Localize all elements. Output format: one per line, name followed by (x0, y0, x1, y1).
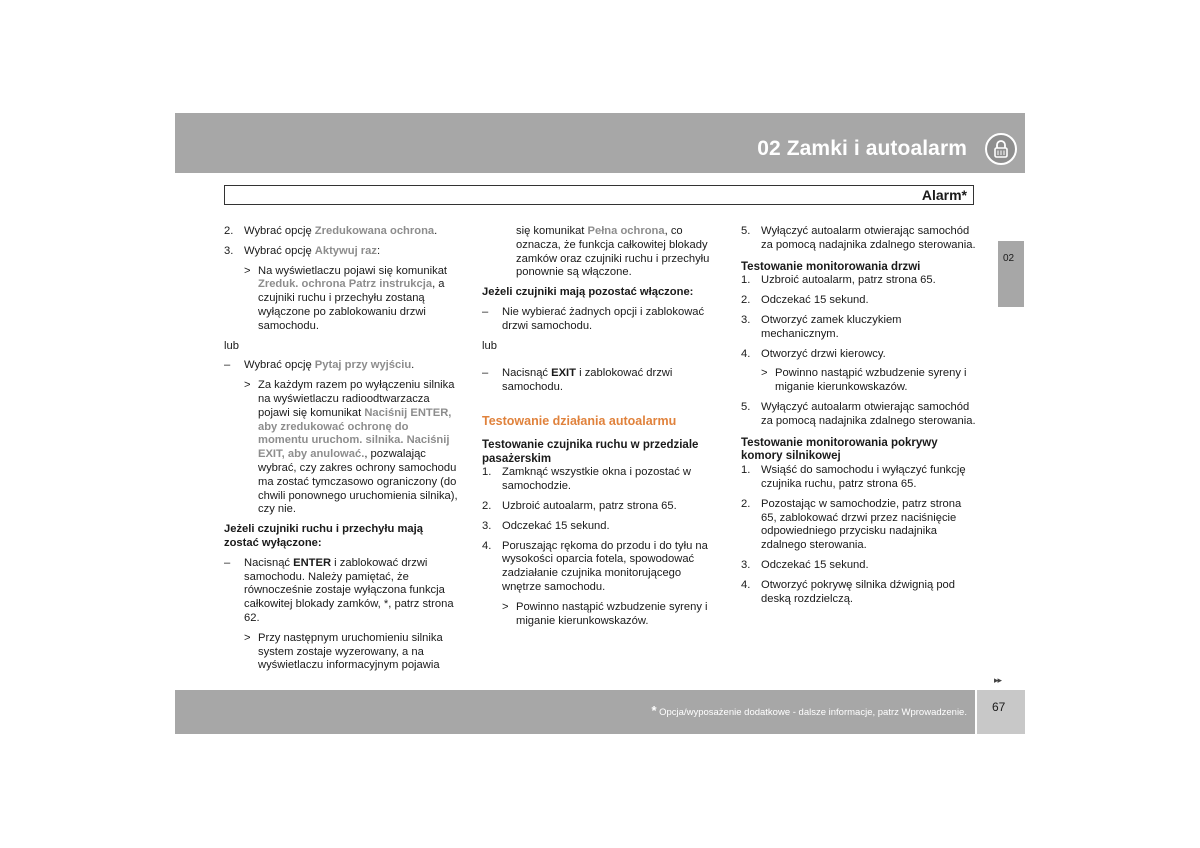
list-number: 1. (482, 466, 492, 479)
section-title: Alarm* (921, 187, 967, 203)
result-item (224, 265, 459, 334)
dash-marker: – (224, 556, 231, 569)
item-text: Otworzyć zamek kluczykiem mechanicznym. (761, 313, 902, 340)
lub-text: lub (224, 339, 239, 352)
item-text: Wsiąść do samochodu i wyłączyć funkcję czujnika ruchu, patrz strona 65. (761, 464, 966, 490)
item-text: Wybrać opcję (244, 225, 315, 237)
button-name-text: ENTER (293, 556, 332, 569)
subsection-heading: Testowanie monitorowania drzwi (741, 260, 921, 273)
list-item (741, 559, 977, 573)
list-item (741, 294, 977, 308)
list-number: 1. (741, 464, 751, 477)
item-text: Wybrać opcję (244, 359, 315, 372)
item-text: Wybrać opcję (244, 244, 315, 257)
list-number: 3. (224, 244, 234, 257)
list-number: 3. (741, 313, 751, 326)
list-number: 2. (741, 497, 751, 510)
item-text: . (434, 225, 438, 237)
item-text: : (376, 244, 381, 257)
list-number: 2. (482, 499, 492, 512)
item-text: , co oznacza, że funkcja całkowitej blokady zamków oraz czujniki ruchu i przechyłu ponownie są włączone. (516, 225, 710, 279)
item-text: Uzbroić autoalarm, patrz strona 65. (761, 274, 936, 287)
dash-item (482, 367, 718, 395)
list-item (741, 464, 977, 492)
list-item (482, 466, 718, 494)
item-text: i zablokować drzwi samochodu. (502, 367, 673, 394)
result-item (224, 632, 459, 673)
list-item (741, 274, 977, 288)
list-number: 5. (741, 225, 751, 237)
list-number: 2. (741, 294, 751, 307)
item-text: Nacisnąć (502, 367, 552, 380)
list-item (482, 520, 718, 534)
chapter-header (175, 113, 1025, 173)
text-column-3 (741, 225, 977, 612)
menu-option-text: Pytaj przy wyjściu (314, 359, 412, 372)
subsection-heading: Testowanie czujnika ruchu w przedziale pasażerskim (482, 438, 699, 465)
list-item (741, 401, 977, 429)
item-text: Otworzyć drzwi kierowcy. (761, 347, 886, 360)
page-number: 67 (992, 700, 1006, 714)
item-text: się komunikat (516, 225, 588, 237)
list-item (482, 540, 718, 595)
dash-item (224, 557, 459, 626)
condition-heading: Jeżeli czujniki ruchu i przechyłu mają zostać wyłączone: (224, 523, 423, 549)
item-text: Przy następnym uruchomieniu silnika system zostaje wyzerowany, a na wyświetlaczu informacyjnym pojawia (258, 631, 443, 672)
dash-item (224, 359, 459, 373)
item-text: Powinno nastąpić wzbudzenie syreny i miganie kierunkowskazów. (775, 367, 967, 394)
item-text: Na wyświetlaczu pojawi się komunikat (258, 264, 448, 277)
dash-marker: – (482, 305, 489, 318)
list-number: 3. (482, 519, 492, 532)
menu-option-text: Aktywuj raz (314, 244, 377, 257)
chapter-title: 02 Zamki i autoalarm (757, 137, 967, 160)
section-bar (224, 185, 974, 205)
result-marker: > (761, 367, 768, 380)
text-column-1 (224, 225, 459, 679)
item-text: Nacisnąć (244, 556, 294, 569)
list-item (482, 500, 718, 514)
item-text: Zamknąć wszystkie okna i pozostać w samochodzie. (502, 466, 692, 493)
list-number: 4. (741, 347, 751, 360)
list-number: 1. (741, 274, 751, 287)
result-marker: > (244, 379, 251, 392)
item-text: . (411, 359, 415, 372)
list-item (741, 348, 977, 362)
display-message-text: Pełna ochrona (587, 225, 665, 237)
lub-text: lub (482, 339, 497, 352)
text-column-2 (482, 225, 718, 634)
item-text: Odczekać 15 sekund. (761, 294, 869, 307)
list-number: 4. (741, 578, 751, 591)
list-number: 2. (224, 225, 234, 237)
item-text: Wyłączyć autoalarm otwierając samochód za pomocą nadajnika zdalnego sterowania. (761, 400, 976, 427)
continue-arrows-icon: ▸▸ (994, 675, 1002, 685)
item-text: , pozwalając wybrać, czy zakres ochrony samochodu ma zostać tymczasowo ograniczony (do chwili ponownego uruchomienia silnika), czy nie. (258, 448, 458, 516)
button-name-text: EXIT (551, 367, 576, 380)
item-text: Za każdym razem po wyłączeniu silnika na wyświetlaczu radioodtwarzacza pojawi się komunikat (258, 379, 455, 419)
list-item (224, 245, 459, 259)
result-item (482, 601, 718, 629)
chapter-side-tab (998, 240, 1024, 307)
item-text: Otworzyć pokrywę silnika dźwignią pod deską rozdzielczą. (761, 578, 955, 605)
list-number: 4. (482, 539, 492, 552)
page-number-box (977, 690, 1025, 734)
result-item (224, 379, 459, 517)
result-marker: > (244, 631, 251, 644)
list-item (224, 225, 459, 239)
display-message-text: Naciśnij ENTER, aby zredukować ochronę do momentu uruchom. silnika. Naciśnij EXIT, aby anulować. (258, 406, 452, 461)
list-number: 5. (741, 400, 751, 413)
item-text: i zablokować drzwi samochodu. Należy pamiętać, że równocześnie zostaje wyłączona funkcja całkowitej blokady zamków, *, patrz strona 62. (244, 556, 454, 624)
dash-marker: – (224, 359, 231, 372)
item-text: Nie wybierać żadnych opcji i zablokować drzwi samochodu. (502, 305, 705, 332)
result-marker: > (244, 264, 251, 277)
item-text: Wyłączyć autoalarm otwierając samochód za pomocą nadajnika zdalnego sterowania. (761, 225, 976, 251)
item-text: Poruszając rękoma do przodu i do tyłu na wysokości oparcia fotela, spowodować zadziałanie czujnika monitorującego wnętrze samochodu. (502, 539, 708, 593)
item-text: Uzbroić autoalarm, patrz strona 65. (502, 499, 677, 512)
result-item (741, 367, 977, 395)
subsection-heading: Testowanie monitorowania pokrywy komory silnikowej (741, 436, 938, 463)
side-tab-label: 02 (1003, 253, 1015, 264)
item-text: , a czujniki ruchu i przechyłu zostaną wyłączone po zablokowaniu drzwi samochodu. (258, 278, 445, 332)
result-marker: > (502, 600, 509, 613)
list-item (741, 314, 977, 342)
list-item (741, 579, 977, 607)
section-heading: Testowanie działania autoalarmu (482, 413, 677, 428)
footer-note (651, 703, 967, 718)
list-number: 3. (741, 558, 751, 571)
dash-marker: – (482, 367, 489, 380)
item-text: Powinno nastąpić wzbudzenie syreny i miganie kierunkowskazów. (516, 600, 708, 627)
result-item-continued (482, 225, 718, 280)
list-item (741, 498, 977, 553)
list-item (741, 225, 977, 253)
footer-band (175, 690, 975, 734)
dash-item (482, 306, 718, 334)
item-text: Pozostając w samochodzie, patrz strona 65, zablokować drzwi przez naciśnięcie odpowiedniego przycisku nadajnika zdalnego sterowania. (761, 497, 962, 552)
condition-heading: Jeżeli czujniki mają pozostać włączone: (482, 286, 694, 299)
menu-option-text: Zredukowana ochrona (314, 225, 435, 237)
display-message-text: Zreduk. ochrona Patrz instrukcja (258, 278, 433, 291)
footer-note-text: Opcja/wyposażenie dodatkowe - dalsze informacje, patrz Wprowadzenie. (656, 707, 967, 718)
asterisk-icon: * (651, 703, 657, 718)
lock-icon (985, 133, 1017, 165)
item-text: Odczekać 15 sekund. (502, 519, 610, 532)
item-text: Odczekać 15 sekund. (761, 558, 869, 571)
